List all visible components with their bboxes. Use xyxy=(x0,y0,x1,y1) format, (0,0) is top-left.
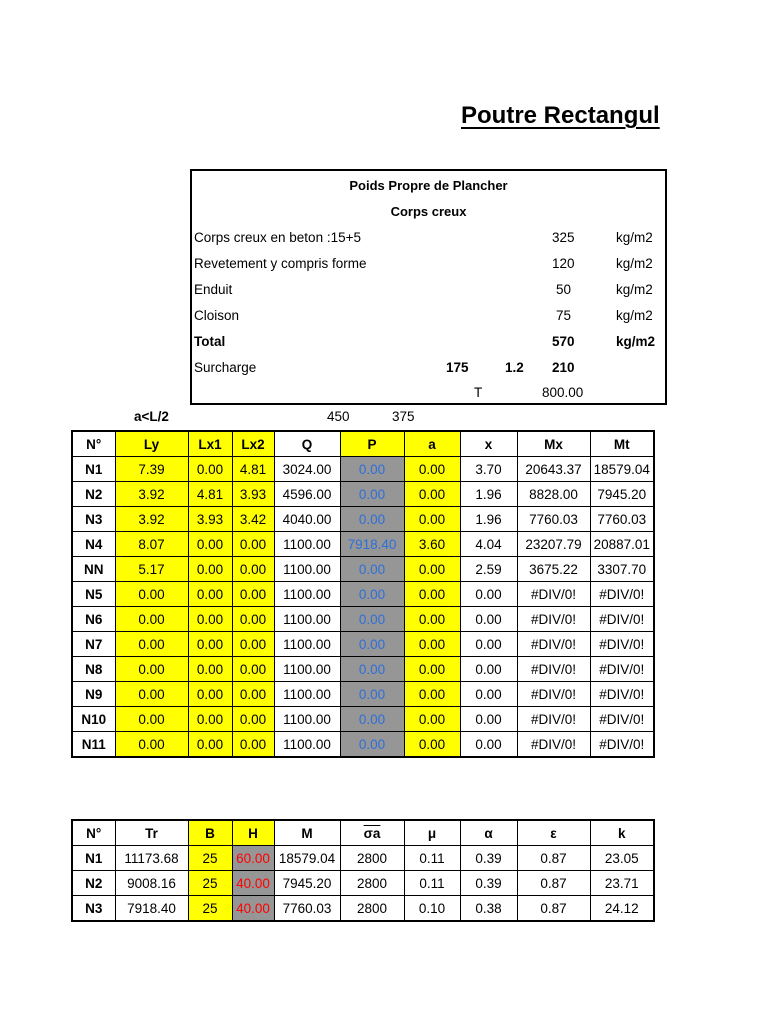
row-label: Corps creux en beton :15+5 xyxy=(194,230,361,245)
surcharge-b: 1.2 xyxy=(505,360,524,375)
t-label: T xyxy=(474,385,483,400)
row-label: N4 xyxy=(72,532,115,557)
row-label: N5 xyxy=(72,582,115,607)
surcharge-a: 175 xyxy=(446,360,469,375)
column-header: M xyxy=(274,820,340,846)
column-header: x xyxy=(460,431,517,457)
table-cell: 0.00 xyxy=(340,682,404,707)
table-cell: 3.92 xyxy=(115,507,188,532)
section-table-body xyxy=(72,820,654,921)
table-cell: 0.00 xyxy=(188,632,232,657)
table-cell: #DIV/0! xyxy=(590,682,654,707)
table-cell: 0.00 xyxy=(404,657,460,682)
surcharge-value: 210 xyxy=(552,360,575,375)
row-label: N11 xyxy=(72,732,115,758)
table-cell: 3675.22 xyxy=(517,557,590,582)
table-cell: 0.00 xyxy=(115,632,188,657)
table-cell: 23207.79 xyxy=(517,532,590,557)
table-cell: 0.00 xyxy=(404,682,460,707)
table-cell: #DIV/0! xyxy=(590,582,654,607)
table-cell: 1.96 xyxy=(460,482,517,507)
table-cell: 0.00 xyxy=(404,582,460,607)
table-cell: 3024.00 xyxy=(274,457,340,482)
column-header: H xyxy=(232,820,274,846)
table-row xyxy=(72,582,654,607)
table-cell: 1100.00 xyxy=(274,557,340,582)
table-cell: 0.00 xyxy=(404,507,460,532)
table-cell: 0.11 xyxy=(404,846,460,871)
table-row xyxy=(72,846,654,871)
row-label: N2 xyxy=(72,482,115,507)
table-cell: 11173.68 xyxy=(115,846,188,871)
column-header: k xyxy=(590,820,654,846)
table-cell: 7918.40 xyxy=(340,532,404,557)
total-label: Total xyxy=(194,334,226,349)
table-cell: 0.38 xyxy=(460,896,517,922)
table-cell: 1100.00 xyxy=(274,582,340,607)
table-cell: 0.00 xyxy=(340,457,404,482)
table-cell: 0.00 xyxy=(460,707,517,732)
table-cell: 40.00 xyxy=(232,871,274,896)
table-cell: 0.00 xyxy=(404,632,460,657)
table-cell: #DIV/0! xyxy=(517,732,590,758)
table-cell: 0.00 xyxy=(340,507,404,532)
row-label: N6 xyxy=(72,607,115,632)
table-cell: 0.87 xyxy=(517,896,590,922)
row-label: N7 xyxy=(72,632,115,657)
table-cell: #DIV/0! xyxy=(590,632,654,657)
row-value: 325 xyxy=(552,230,575,245)
table-cell: #DIV/0! xyxy=(517,657,590,682)
table-cell: 0.00 xyxy=(188,607,232,632)
table-cell: 23.05 xyxy=(590,846,654,871)
table-cell: 0.00 xyxy=(188,582,232,607)
table-cell: 0.00 xyxy=(340,732,404,758)
table-cell: #DIV/0! xyxy=(517,632,590,657)
table-cell: 8.07 xyxy=(115,532,188,557)
table-cell: 20887.01 xyxy=(590,532,654,557)
table-cell: 0.00 xyxy=(404,482,460,507)
table-cell: 0.00 xyxy=(115,682,188,707)
box-row xyxy=(192,225,665,251)
column-header: ε xyxy=(517,820,590,846)
column-header: a xyxy=(404,431,460,457)
row-value: 120 xyxy=(552,256,575,271)
moments-table-body xyxy=(72,431,654,757)
table-cell: 7760.03 xyxy=(517,507,590,532)
table-cell: 0.00 xyxy=(460,732,517,758)
row-label: N10 xyxy=(72,707,115,732)
table-cell: 2.59 xyxy=(460,557,517,582)
table-cell: 9008.16 xyxy=(115,871,188,896)
table-cell: 4.81 xyxy=(188,482,232,507)
table-cell: 0.39 xyxy=(460,871,517,896)
row-label: Cloison xyxy=(194,308,240,323)
table-cell: 0.00 xyxy=(188,457,232,482)
table-cell: 0.00 xyxy=(115,657,188,682)
table-cell: 2800 xyxy=(340,871,404,896)
table-cell: 0.10 xyxy=(404,896,460,922)
table-cell: 0.00 xyxy=(404,732,460,758)
top-value-2: 375 xyxy=(392,409,415,424)
total-unit: kg/m2 xyxy=(616,334,656,349)
table-cell: 0.00 xyxy=(460,632,517,657)
poids-propre-box xyxy=(190,169,667,405)
table-row xyxy=(72,871,654,896)
table-cell: 0.00 xyxy=(340,707,404,732)
table-cell: 0.00 xyxy=(340,557,404,582)
table-cell: 1100.00 xyxy=(274,682,340,707)
table-cell: 23.71 xyxy=(590,871,654,896)
row-unit: kg/m2 xyxy=(616,282,653,297)
total-row xyxy=(192,329,665,355)
table-cell: 0.00 xyxy=(232,707,274,732)
table-cell: 1100.00 xyxy=(274,732,340,758)
moments-table xyxy=(71,430,655,758)
table-cell: 0.00 xyxy=(340,632,404,657)
row-label: N1 xyxy=(72,846,115,871)
table-cell: 0.39 xyxy=(460,846,517,871)
column-header: Mx xyxy=(517,431,590,457)
table-cell: 20643.37 xyxy=(517,457,590,482)
column-header: P xyxy=(340,431,404,457)
table-cell: #DIV/0! xyxy=(590,607,654,632)
table-cell: 0.00 xyxy=(340,657,404,682)
table-row xyxy=(72,707,654,732)
table-cell: 0.00 xyxy=(115,582,188,607)
table-cell: 18579.04 xyxy=(590,457,654,482)
table-cell: 4.04 xyxy=(460,532,517,557)
table-cell: 0.87 xyxy=(517,871,590,896)
column-header: $\overline{\sigma a}$ xyxy=(340,820,404,846)
table-cell: 0.00 xyxy=(188,707,232,732)
table-cell: 18579.04 xyxy=(274,846,340,871)
table-cell: 0.00 xyxy=(232,657,274,682)
t-row xyxy=(192,380,665,406)
table-cell: 0.00 xyxy=(460,657,517,682)
table-row xyxy=(72,657,654,682)
table-row xyxy=(72,507,654,532)
table-cell: 0.00 xyxy=(404,557,460,582)
table-row xyxy=(72,482,654,507)
column-header: Tr xyxy=(115,820,188,846)
box-heading: Poids Propre de Plancher xyxy=(349,178,508,193)
table-row xyxy=(72,607,654,632)
surcharge-label: Surcharge xyxy=(194,360,257,375)
table-cell: 25 xyxy=(188,896,232,922)
table-cell: 2800 xyxy=(340,846,404,871)
table-cell: 1.96 xyxy=(460,507,517,532)
box-row xyxy=(192,277,665,303)
row-label: N8 xyxy=(72,657,115,682)
table-cell: 0.00 xyxy=(232,732,274,758)
table-row xyxy=(72,732,654,758)
table-cell: 0.00 xyxy=(188,732,232,758)
row-label: N1 xyxy=(72,457,115,482)
column-header: Mt xyxy=(590,431,654,457)
table-cell: 0.00 xyxy=(404,457,460,482)
table-cell: #DIV/0! xyxy=(590,707,654,732)
column-header: μ xyxy=(404,820,460,846)
column-header: α xyxy=(460,820,517,846)
box-row xyxy=(192,303,665,329)
table-cell: 0.00 xyxy=(340,607,404,632)
table-cell: 0.00 xyxy=(188,682,232,707)
table-cell: 1100.00 xyxy=(274,532,340,557)
table-cell: 0.00 xyxy=(232,682,274,707)
box-subheading: Corps creux xyxy=(390,204,467,219)
table-cell: 0.00 xyxy=(232,632,274,657)
table-cell: 3.42 xyxy=(232,507,274,532)
table-cell: 0.00 xyxy=(232,582,274,607)
table-cell: 0.00 xyxy=(188,657,232,682)
table-header-row xyxy=(72,820,654,846)
table-cell: 0.00 xyxy=(460,582,517,607)
table-cell: 7945.20 xyxy=(274,871,340,896)
surcharge-row xyxy=(192,355,665,381)
table-row xyxy=(72,896,654,922)
table-cell: 7760.03 xyxy=(274,896,340,922)
table-cell: 3.60 xyxy=(404,532,460,557)
table-cell: 0.00 xyxy=(232,607,274,632)
table-cell: 7918.40 xyxy=(115,896,188,922)
row-label: Revetement y compris forme xyxy=(194,256,367,271)
table-cell: 3.93 xyxy=(232,482,274,507)
page-title: Poutre Rectangul xyxy=(461,102,660,129)
table-cell: 7760.03 xyxy=(590,507,654,532)
table-cell: 3307.70 xyxy=(590,557,654,582)
table-cell: 60.00 xyxy=(232,846,274,871)
table-cell: 5.17 xyxy=(115,557,188,582)
row-label: N2 xyxy=(72,871,115,896)
table-row xyxy=(72,682,654,707)
table-cell: 0.00 xyxy=(404,607,460,632)
total-value: 570 xyxy=(552,334,575,349)
table-cell: 3.92 xyxy=(115,482,188,507)
table-row xyxy=(72,532,654,557)
table-cell: 1100.00 xyxy=(274,707,340,732)
table-cell: #DIV/0! xyxy=(517,682,590,707)
table-row xyxy=(72,557,654,582)
table-cell: 24.12 xyxy=(590,896,654,922)
row-unit: kg/m2 xyxy=(616,230,653,245)
table-header-row xyxy=(72,431,654,457)
table-cell: 4040.00 xyxy=(274,507,340,532)
table-cell: 7.39 xyxy=(115,457,188,482)
row-label: NN xyxy=(72,557,115,582)
column-header: Lx2 xyxy=(232,431,274,457)
table-cell: 0.00 xyxy=(404,707,460,732)
column-header: N° xyxy=(72,431,115,457)
table-cell: 0.00 xyxy=(188,532,232,557)
table-cell: 0.00 xyxy=(340,582,404,607)
table-cell: #DIV/0! xyxy=(590,657,654,682)
table-cell: 0.00 xyxy=(460,607,517,632)
table-cell: 25 xyxy=(188,871,232,896)
table-cell: 0.00 xyxy=(115,607,188,632)
table-cell: 0.00 xyxy=(232,557,274,582)
table-row xyxy=(72,632,654,657)
table-cell: 0.00 xyxy=(340,482,404,507)
table-cell: 0.00 xyxy=(115,732,188,758)
column-header: Lx1 xyxy=(188,431,232,457)
top-value-1: 450 xyxy=(327,409,350,424)
condition-label: a<L/2 xyxy=(134,409,169,424)
table-cell: 4596.00 xyxy=(274,482,340,507)
table-cell: #DIV/0! xyxy=(590,732,654,758)
table-cell: 8828.00 xyxy=(517,482,590,507)
row-unit: kg/m2 xyxy=(616,308,653,323)
column-header: B xyxy=(188,820,232,846)
section-table xyxy=(71,819,655,922)
column-header: Q xyxy=(274,431,340,457)
table-cell: 1100.00 xyxy=(274,657,340,682)
t-value: 800.00 xyxy=(542,385,584,400)
table-cell: #DIV/0! xyxy=(517,582,590,607)
table-cell: #DIV/0! xyxy=(517,707,590,732)
table-cell: 1100.00 xyxy=(274,632,340,657)
table-cell: 0.00 xyxy=(460,682,517,707)
column-header: N° xyxy=(72,820,115,846)
table-cell: 0.00 xyxy=(115,707,188,732)
table-cell: 25 xyxy=(188,846,232,871)
table-cell: 3.93 xyxy=(188,507,232,532)
table-cell: 2800 xyxy=(340,896,404,922)
table-cell: 3.70 xyxy=(460,457,517,482)
row-label: Enduit xyxy=(194,282,233,297)
row-unit: kg/m2 xyxy=(616,256,653,271)
row-value: 75 xyxy=(556,308,572,323)
row-label: N3 xyxy=(72,507,115,532)
row-value: 50 xyxy=(556,282,572,297)
box-row xyxy=(192,251,665,277)
table-cell: 0.11 xyxy=(404,871,460,896)
table-cell: 40.00 xyxy=(232,896,274,922)
table-cell: 0.87 xyxy=(517,846,590,871)
table-cell: 1100.00 xyxy=(274,607,340,632)
table-cell: 4.81 xyxy=(232,457,274,482)
table-cell: 0.00 xyxy=(188,557,232,582)
column-header: Ly xyxy=(115,431,188,457)
row-label: N3 xyxy=(72,896,115,922)
row-label: N9 xyxy=(72,682,115,707)
table-cell: 7945.20 xyxy=(590,482,654,507)
table-row xyxy=(72,457,654,482)
table-cell: 0.00 xyxy=(232,532,274,557)
table-cell: #DIV/0! xyxy=(517,607,590,632)
